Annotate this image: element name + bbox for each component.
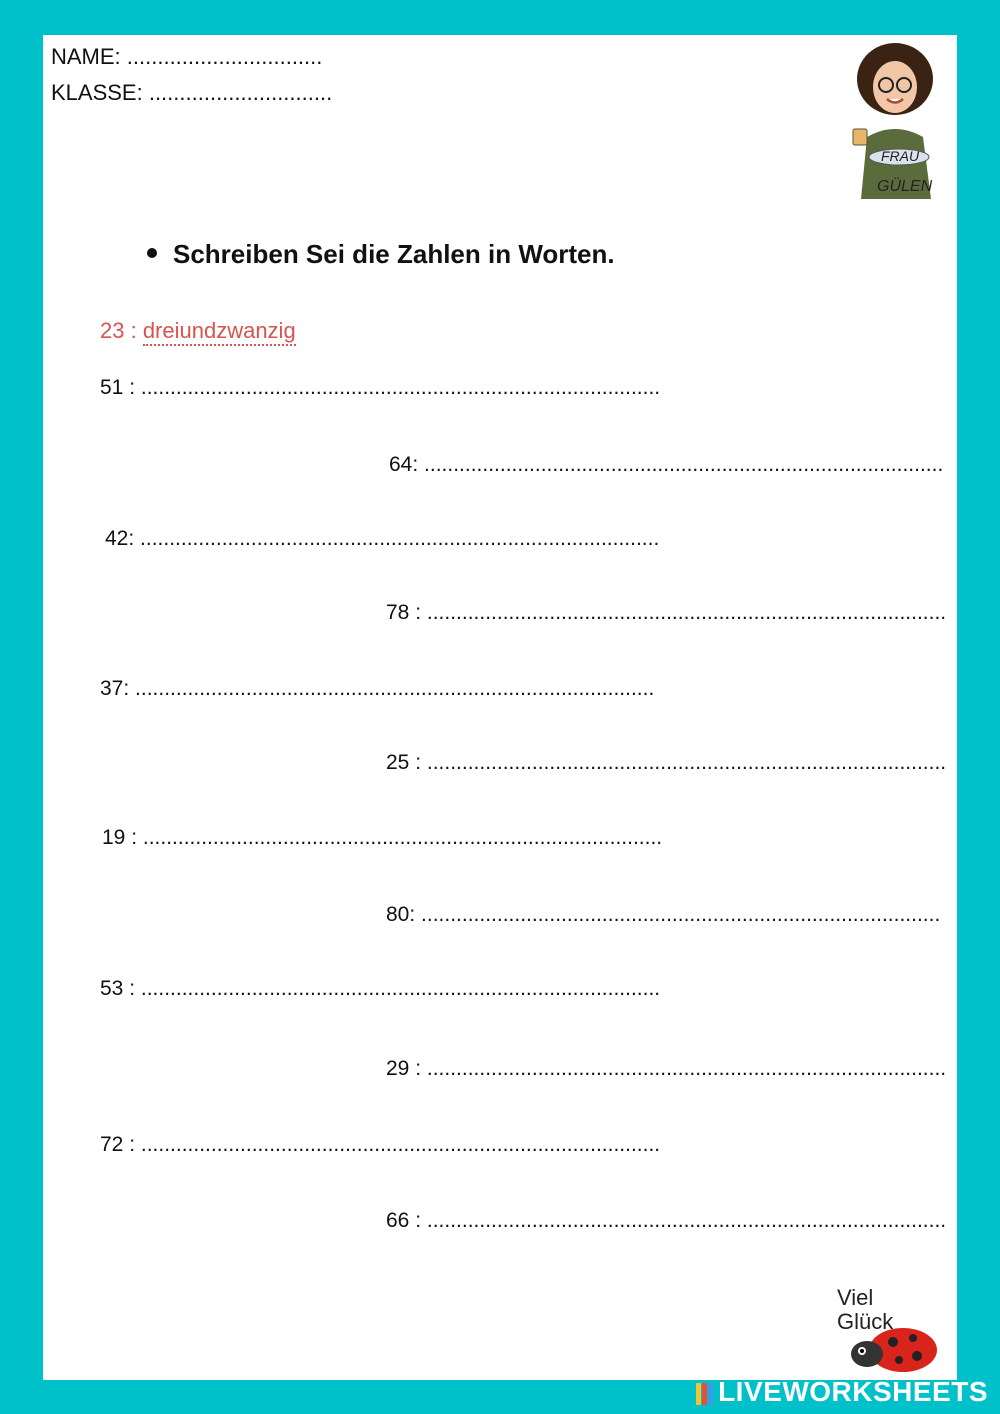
logo-mark-icon [696,1383,714,1405]
instruction-heading [147,239,615,270]
exercise-line[interactable]: 29 : ......................................................................................... [386,1057,947,1080]
exercise-line[interactable]: 72 : ......................................................................................... [100,1133,661,1156]
exercise-line[interactable]: 64: ......................................................................................... [389,453,944,476]
exercise-line[interactable]: 42: ......................................................................................... [105,527,660,550]
logo-text: LIVEWORKSHEETS [718,1376,988,1407]
name-field[interactable]: NAME: ................................ [51,44,323,69]
exercise-line[interactable]: 19 : ......................................................................................... [102,826,663,849]
exercise-line[interactable]: 25 : ......................................................................................... [386,751,947,774]
good-luck-sticker [823,1278,953,1378]
liveworksheets-logo [696,1376,988,1408]
instruction-text: Schreiben Sei die Zahlen in Worten. [173,239,615,269]
exercise-line[interactable]: 66 : ......................................................................................... [386,1209,947,1232]
exercise-line[interactable]: 80: ......................................................................................... [386,903,941,926]
avatar-caption-1: FRAU [881,148,920,164]
example-answer [100,318,296,344]
example-number: 23 : [100,318,143,343]
good-luck-text: Viel Glück [837,1285,894,1334]
exercise-line[interactable]: 53 : ......................................................................................... [100,977,661,1000]
example-word: dreiundzwanzig [143,318,296,346]
ladybug-icon [843,1318,943,1376]
avatar-caption-2: GÜLEN [877,178,933,195]
teacher-avatar-icon [839,39,951,199]
class-field[interactable]: KLASSE: .............................. [51,80,333,105]
exercise-line[interactable]: 78 : ......................................................................................... [386,601,947,624]
worksheet-page [43,35,957,1380]
bullet-icon [147,248,157,258]
exercise-line[interactable]: 51 : ......................................................................................... [100,376,661,399]
exercise-line[interactable]: 37: ......................................................................................... [100,677,655,700]
